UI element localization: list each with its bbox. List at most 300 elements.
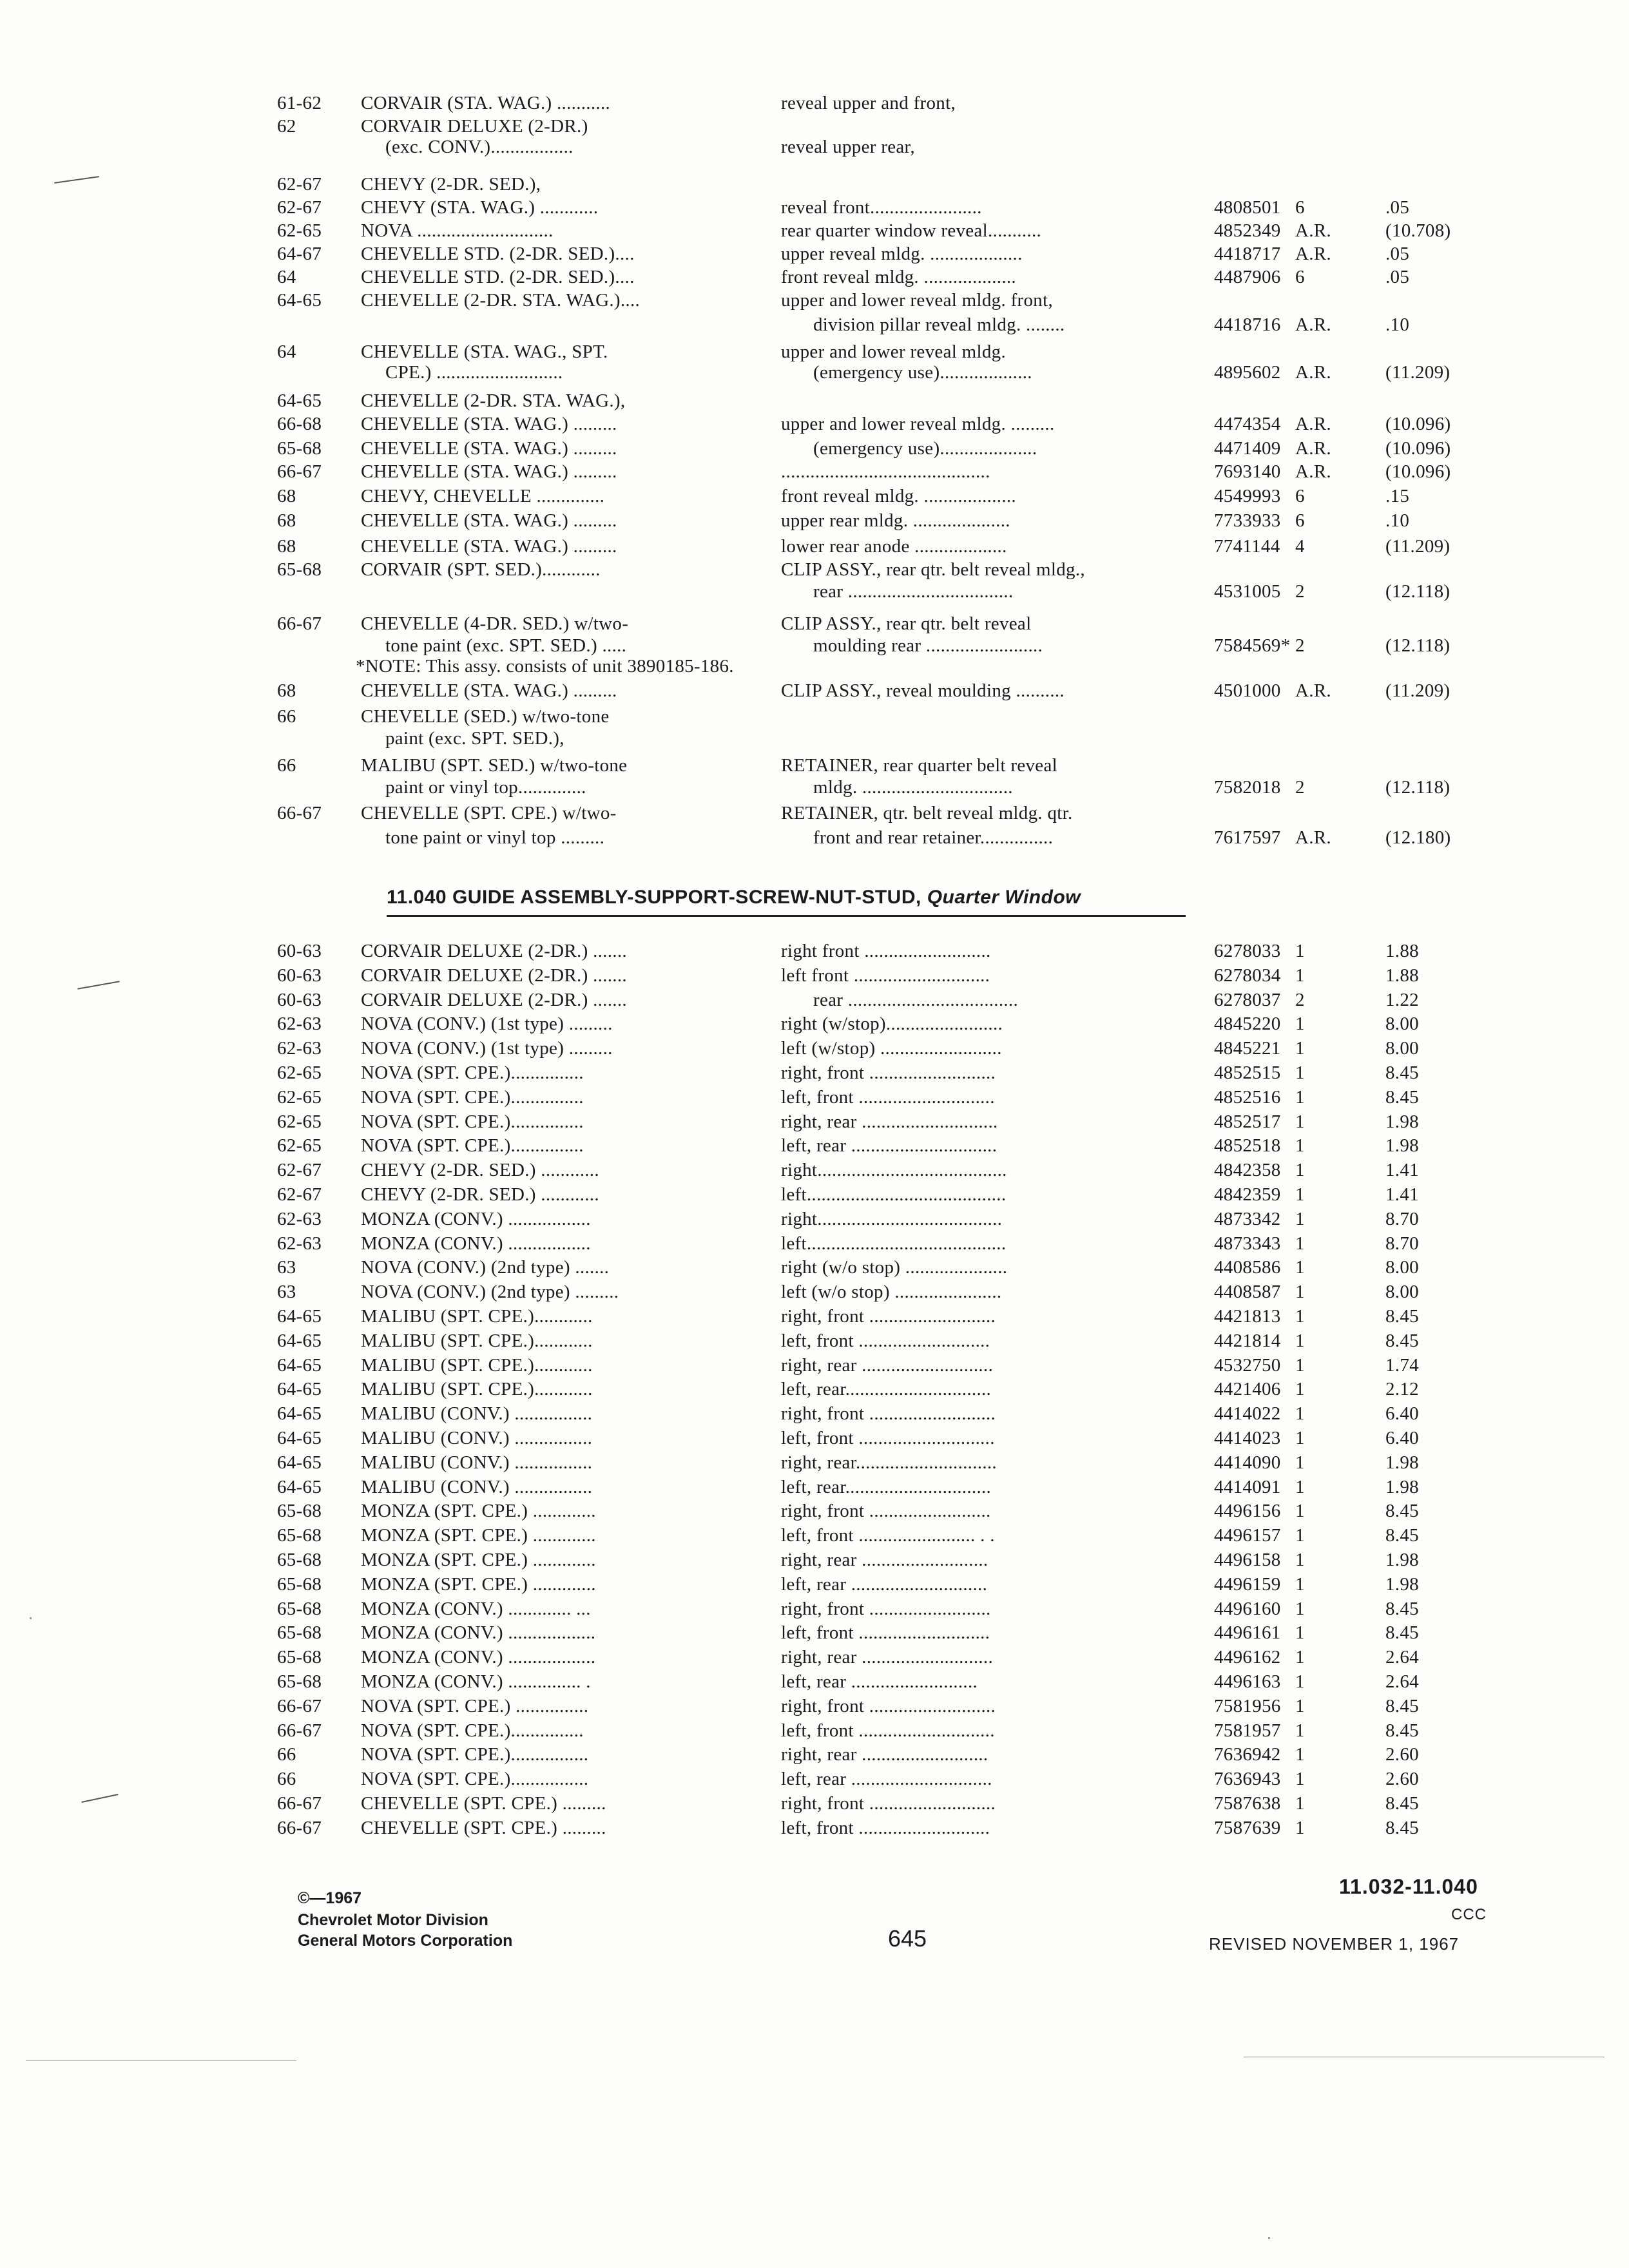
price: (12.180)	[1385, 827, 1451, 848]
part-number: 7584569*	[1214, 635, 1291, 656]
part-description: mldg. ...............................	[813, 777, 1013, 798]
price: .05	[1385, 244, 1410, 264]
part-number: 7693140	[1214, 461, 1281, 482]
price: (12.118)	[1385, 581, 1451, 602]
part-description: RETAINER, qtr. belt reveal mldg. qtr.	[781, 803, 1073, 823]
quantity: 1	[1295, 1257, 1305, 1278]
year-range: 65-68	[277, 559, 322, 580]
quantity: 1	[1295, 1135, 1305, 1156]
part-number: 6278037	[1214, 990, 1281, 1010]
part-number: 4531005	[1214, 581, 1281, 602]
part-description: moulding rear ........................	[813, 635, 1043, 656]
price: 1.98	[1385, 1135, 1419, 1156]
quantity: A.R.	[1295, 438, 1331, 459]
quantity: A.R.	[1295, 680, 1331, 701]
model-name: NOVA (CONV.) (1st type) .........	[361, 1038, 613, 1059]
model-name: NOVA (SPT. CPE.)...............	[361, 1720, 584, 1741]
model-name: MALIBU (SPT. CPE.)............	[361, 1331, 593, 1351]
part-description: front reveal mldg. ...................	[781, 267, 1016, 287]
part-description: upper rear mldg. ....................	[781, 510, 1010, 531]
part-number: 4873343	[1214, 1233, 1281, 1254]
part-description: reveal front.......................	[781, 197, 982, 218]
year-range: 66-67	[277, 1793, 322, 1814]
model-name: (exc. CONV.).................	[385, 137, 574, 157]
price: 1.74	[1385, 1355, 1419, 1376]
part-description: left, front ............................	[781, 1087, 995, 1108]
part-description: division pillar reveal mldg. ........	[813, 314, 1065, 335]
model-name: MONZA (CONV.) ............... .	[361, 1671, 591, 1692]
model-name: CHEVY (STA. WAG.) ............	[361, 197, 599, 218]
year-range: 65-68	[277, 1647, 322, 1667]
quantity: 2	[1295, 777, 1305, 798]
year-range: 62-63	[277, 1038, 322, 1059]
year-range: 66-67	[277, 1696, 322, 1716]
part-description: right, front .........................	[781, 1501, 991, 1521]
part-description: reveal upper rear,	[781, 137, 915, 157]
price: 8.00	[1385, 1038, 1419, 1059]
price: 8.45	[1385, 1818, 1419, 1838]
part-number: 4496160	[1214, 1599, 1281, 1619]
year-range: 66-67	[277, 461, 322, 482]
quantity: A.R.	[1295, 220, 1331, 241]
model-name: CHEVELLE STD. (2-DR. SED.)....	[361, 267, 635, 287]
model-name: NOVA (SPT. CPE.)...............	[361, 1062, 584, 1083]
part-number: 4418716	[1214, 314, 1281, 335]
section-subtitle: Quarter Window	[927, 887, 1081, 908]
price: 8.45	[1385, 1720, 1419, 1741]
model-name: MONZA (SPT. CPE.) .............	[361, 1574, 596, 1595]
price: 2.64	[1385, 1671, 1419, 1692]
model-name: MALIBU (SPT. CPE.)............	[361, 1379, 593, 1399]
part-description: left.........................................	[781, 1233, 1007, 1254]
model-name: MALIBU (CONV.) ................	[361, 1403, 593, 1424]
quantity: 1	[1295, 1111, 1305, 1132]
year-range: 66-67	[277, 1720, 322, 1741]
price: 6.40	[1385, 1403, 1419, 1424]
price: 8.00	[1385, 1257, 1419, 1278]
part-description: rear ..................................	[813, 581, 1014, 602]
part-description: right, front .........................	[781, 1599, 991, 1619]
part-number: 7587639	[1214, 1818, 1281, 1838]
year-range: 65-68	[277, 1671, 322, 1692]
part-number: 4549993	[1214, 486, 1281, 506]
part-number: 4808501	[1214, 197, 1281, 218]
year-range: 64-65	[277, 1379, 322, 1399]
model-name: CHEVELLE (STA. WAG.) .........	[361, 414, 617, 434]
part-description: left, front ........................ . .	[781, 1525, 995, 1546]
price: 8.45	[1385, 1793, 1419, 1814]
year-range: 62-65	[277, 1135, 322, 1156]
quantity: 1	[1295, 941, 1305, 961]
year-range: 60-63	[277, 941, 322, 961]
part-description: right, front ..........................	[781, 1306, 996, 1327]
price: (10.096)	[1385, 414, 1451, 434]
year-range: 64	[277, 341, 296, 362]
quantity: A.R.	[1295, 362, 1331, 383]
model-name: CORVAIR DELUXE (2-DR.) .......	[361, 941, 627, 961]
price: (12.118)	[1385, 635, 1451, 656]
part-description: upper and lower reveal mldg.	[781, 341, 1007, 362]
model-name: MONZA (CONV.) ............. ...	[361, 1599, 591, 1619]
year-range: 62-65	[277, 1111, 322, 1132]
part-description: right front ..........................	[781, 941, 991, 961]
part-description: right......................................	[781, 1209, 1003, 1229]
part-description: right, front ..........................	[781, 1793, 996, 1814]
year-range: 62-63	[277, 1233, 322, 1254]
price: (11.209)	[1385, 680, 1451, 701]
part-description: ...........................................	[781, 461, 990, 482]
quantity: 1	[1295, 1209, 1305, 1229]
part-description: rear quarter window reveal...........	[781, 220, 1042, 241]
part-description: upper reveal mldg. ...................	[781, 244, 1023, 264]
part-description: right, rear.............................	[781, 1452, 997, 1473]
year-range: 62-65	[277, 1062, 322, 1083]
part-number: 4852517	[1214, 1111, 1281, 1132]
model-name: NOVA (CONV.) (2nd type) .......	[361, 1257, 610, 1278]
quantity: 1	[1295, 1477, 1305, 1497]
model-name: CHEVY (2-DR. SED.),	[361, 174, 541, 195]
model-name: CHEVELLE (STA. WAG.) .........	[361, 680, 617, 701]
quantity: 1	[1295, 1622, 1305, 1643]
part-number: 4471409	[1214, 438, 1281, 459]
quantity: 1	[1295, 1501, 1305, 1521]
model-name: paint (exc. SPT. SED.),	[385, 728, 564, 749]
price: (11.209)	[1385, 536, 1451, 557]
quantity: 1	[1295, 1087, 1305, 1108]
part-number: 4496162	[1214, 1647, 1281, 1667]
price: 8.00	[1385, 1014, 1419, 1034]
year-range: 62-67	[277, 1160, 322, 1180]
price: .10	[1385, 314, 1410, 335]
scan-speck	[30, 1617, 32, 1619]
year-range: 63	[277, 1257, 296, 1278]
year-range: 66	[277, 1769, 296, 1789]
quantity: 6	[1295, 267, 1305, 287]
quantity: 2	[1295, 990, 1305, 1010]
model-name: MONZA (SPT. CPE.) .............	[361, 1550, 596, 1570]
model-name: MONZA (CONV.) .................	[361, 1209, 591, 1229]
model-name: CHEVELLE (2-DR. STA. WAG.),	[361, 390, 626, 411]
part-description: right (w/stop)........................	[781, 1014, 1003, 1034]
year-range: 62-67	[277, 197, 322, 218]
model-name: MALIBU (CONV.) ................	[361, 1452, 593, 1473]
year-range: 63	[277, 1282, 296, 1302]
model-name: NOVA (CONV.) (1st type) .........	[361, 1014, 613, 1034]
quantity: A.R.	[1295, 827, 1331, 848]
year-range: 64-65	[277, 1403, 322, 1424]
part-number: 7617597	[1214, 827, 1281, 848]
price: 8.45	[1385, 1331, 1419, 1351]
price: (10.708)	[1385, 220, 1451, 241]
price: 1.88	[1385, 965, 1419, 986]
part-number: 7733933	[1214, 510, 1281, 531]
year-range: 62	[277, 116, 296, 137]
part-number: 4496161	[1214, 1622, 1281, 1643]
part-number: 4414022	[1214, 1403, 1281, 1424]
part-description: upper and lower reveal mldg. .........	[781, 414, 1055, 434]
year-range: 64-67	[277, 244, 322, 264]
model-name: CHEVY (2-DR. SED.) ............	[361, 1184, 599, 1205]
year-range: 68	[277, 536, 296, 557]
price: 8.45	[1385, 1622, 1419, 1643]
model-name: CHEVELLE (2-DR. STA. WAG.)....	[361, 290, 641, 311]
part-number: 7587638	[1214, 1793, 1281, 1814]
quantity: 1	[1295, 1306, 1305, 1327]
price: 8.45	[1385, 1501, 1419, 1521]
part-number: 7741144	[1214, 536, 1280, 557]
price: .05	[1385, 267, 1410, 287]
part-description: CLIP ASSY., rear qtr. belt reveal	[781, 613, 1032, 634]
year-range: 64	[277, 267, 296, 287]
quantity: 1	[1295, 1793, 1305, 1814]
part-number: 4496156	[1214, 1501, 1281, 1521]
model-name: CHEVELLE (SPT. CPE.) .........	[361, 1818, 606, 1838]
quantity: 1	[1295, 1014, 1305, 1034]
year-range: 68	[277, 510, 296, 531]
part-description: left.........................................	[781, 1184, 1007, 1205]
part-description: right, rear ..........................	[781, 1550, 988, 1570]
model-name: CPE.) ..........................	[385, 362, 563, 383]
year-range: 65-68	[277, 1622, 322, 1643]
quantity: A.R.	[1295, 461, 1331, 482]
part-description: RETAINER, rear quarter belt reveal	[781, 755, 1057, 776]
model-name: CHEVY, CHEVELLE ..............	[361, 486, 605, 506]
year-range: 61-62	[277, 93, 322, 113]
year-range: 62-67	[277, 174, 322, 195]
model-name: paint or vinyl top..............	[385, 777, 586, 798]
scan-speck	[1268, 2237, 1270, 2239]
quantity: 1	[1295, 1599, 1305, 1619]
part-number: 4421406	[1214, 1379, 1281, 1399]
year-range: 62-65	[277, 1087, 322, 1108]
price: 1.88	[1385, 941, 1419, 961]
model-name: CHEVELLE STD. (2-DR. SED.)....	[361, 244, 635, 264]
year-range: 66-68	[277, 414, 322, 434]
year-range: 64-65	[277, 1306, 322, 1327]
section-number: 11.040	[387, 887, 447, 908]
year-range: 60-63	[277, 965, 322, 986]
price: 1.98	[1385, 1477, 1419, 1497]
year-range: 60-63	[277, 990, 322, 1010]
price: (10.096)	[1385, 438, 1451, 459]
price: (12.118)	[1385, 777, 1451, 798]
year-range: 66	[277, 755, 296, 776]
part-description: left, rear ..........................	[781, 1671, 978, 1692]
quantity: 1	[1295, 1062, 1305, 1083]
quantity: 1	[1295, 1160, 1305, 1180]
part-number: 7581957	[1214, 1720, 1281, 1741]
year-range: 65-68	[277, 1550, 322, 1570]
part-number: 4852516	[1214, 1087, 1281, 1108]
model-name: tone paint (exc. SPT. SED.) .....	[385, 635, 627, 656]
quantity: 1	[1295, 1574, 1305, 1595]
part-description: right, rear ..........................	[781, 1744, 988, 1765]
quantity: 6	[1295, 197, 1305, 218]
model-name: MALIBU (SPT. CPE.)............	[361, 1306, 593, 1327]
model-name: CHEVELLE (4-DR. SED.) w/two-	[361, 613, 629, 634]
price: 1.98	[1385, 1111, 1419, 1132]
model-name: NOVA (SPT. CPE.) ...............	[361, 1696, 589, 1716]
part-number: 4414023	[1214, 1428, 1281, 1448]
year-range: 65-68	[277, 438, 322, 459]
price: (10.096)	[1385, 461, 1451, 482]
part-description: reveal upper and front,	[781, 93, 956, 113]
division-line: Chevrolet Motor Division	[298, 1911, 488, 1929]
quantity: 1	[1295, 1818, 1305, 1838]
year-range: 62-63	[277, 1209, 322, 1229]
quantity: 1	[1295, 1355, 1305, 1376]
part-number: 4414091	[1214, 1477, 1281, 1497]
part-description: lower rear anode ...................	[781, 536, 1007, 557]
part-description: right, rear ............................	[781, 1111, 998, 1132]
part-number: 4408587	[1214, 1282, 1281, 1302]
price: 8.45	[1385, 1599, 1419, 1619]
year-range: 64-65	[277, 1331, 322, 1351]
model-name: CORVAIR DELUXE (2-DR.) .......	[361, 990, 627, 1010]
part-number: 4532750	[1214, 1355, 1281, 1376]
part-number: 4496159	[1214, 1574, 1281, 1595]
part-description: left, front ............................	[781, 1720, 995, 1741]
part-description: front reveal mldg. ...................	[781, 486, 1016, 506]
part-number: 7636943	[1214, 1769, 1281, 1789]
model-name: CORVAIR (STA. WAG.) ...........	[361, 93, 611, 113]
part-description: upper and lower reveal mldg. front,	[781, 290, 1053, 311]
model-name: MONZA (CONV.) ..................	[361, 1647, 596, 1667]
part-description: right.......................................	[781, 1160, 1007, 1180]
part-description: right, front ..........................	[781, 1062, 996, 1083]
part-number: 4845220	[1214, 1014, 1281, 1034]
part-number: 4852518	[1214, 1135, 1281, 1156]
part-number: 4895602	[1214, 362, 1281, 383]
model-name: CHEVELLE (SPT. CPE.) .........	[361, 1793, 606, 1814]
part-number: 4496158	[1214, 1550, 1281, 1570]
part-description: left front ............................	[781, 965, 990, 986]
year-range: 65-68	[277, 1574, 322, 1595]
year-range: 66-67	[277, 803, 322, 823]
part-number: 4474354	[1214, 414, 1281, 434]
part-number: 4421813	[1214, 1306, 1281, 1327]
part-number: 4418717	[1214, 244, 1281, 264]
quantity: 1	[1295, 1525, 1305, 1546]
quantity: 1	[1295, 1769, 1305, 1789]
part-number: 4408586	[1214, 1257, 1281, 1278]
part-number: 6278033	[1214, 941, 1281, 961]
part-description: left, rear ............................	[781, 1574, 988, 1595]
part-number: 4421814	[1214, 1331, 1281, 1351]
price: 8.45	[1385, 1062, 1419, 1083]
part-description: left, front ............................	[781, 1428, 995, 1448]
part-description: left (w/o stop) ......................	[781, 1282, 1002, 1302]
part-description: left, rear .............................	[781, 1769, 992, 1789]
model-name: CHEVELLE (STA. WAG.) .........	[361, 536, 617, 557]
part-number: 4496157	[1214, 1525, 1281, 1546]
year-range: 64-65	[277, 1355, 322, 1376]
year-range: 64-65	[277, 1428, 322, 1448]
model-name: CHEVELLE (STA. WAG.) .........	[361, 438, 617, 459]
binder-mark	[81, 1794, 118, 1803]
price: 2.12	[1385, 1379, 1419, 1399]
price: 8.00	[1385, 1282, 1419, 1302]
section-title: GUIDE ASSEMBLY-SUPPORT-SCREW-NUT-STUD,	[452, 887, 921, 908]
binder-mark	[54, 176, 99, 184]
part-description: (emergency use)...................	[813, 362, 1032, 383]
corporation-line: General Motors Corporation	[298, 1932, 513, 1950]
part-description: left, rear ..............................	[781, 1135, 998, 1156]
model-name: CHEVELLE (STA. WAG.) .........	[361, 461, 617, 482]
year-range: 65-68	[277, 1599, 322, 1619]
part-description: front and rear retainer...............	[813, 827, 1054, 848]
quantity: 1	[1295, 1282, 1305, 1302]
price: .05	[1385, 197, 1410, 218]
part-number: 4842358	[1214, 1160, 1281, 1180]
quantity: 1	[1295, 1720, 1305, 1741]
part-description: right, rear ...........................	[781, 1355, 994, 1376]
price: 8.70	[1385, 1233, 1419, 1254]
price: 8.45	[1385, 1525, 1419, 1546]
part-description: left, front ...........................	[781, 1331, 990, 1351]
year-range: 62-67	[277, 1184, 322, 1205]
model-name: NOVA (SPT. CPE.)................	[361, 1744, 589, 1765]
part-description: (emergency use)....................	[813, 438, 1037, 459]
quantity: 1	[1295, 965, 1305, 986]
quantity: 1	[1295, 1696, 1305, 1716]
year-range: 62-65	[277, 220, 322, 241]
binder-mark	[77, 981, 119, 989]
quantity: 1	[1295, 1184, 1305, 1205]
model-name: NOVA ............................	[361, 220, 554, 241]
model-name: CHEVELLE (STA. WAG., SPT.	[361, 341, 608, 362]
quantity: 1	[1295, 1233, 1305, 1254]
quantity: A.R.	[1295, 414, 1331, 434]
quantity: 1	[1295, 1647, 1305, 1667]
model-name: CHEVELLE (SPT. CPE.) w/two-	[361, 803, 617, 823]
part-description: left, rear..............................	[781, 1477, 992, 1497]
quantity: 6	[1295, 486, 1305, 506]
part-number: 7581956	[1214, 1696, 1281, 1716]
note-text: *NOTE: This assy. consists of unit 3890185-186.	[356, 656, 734, 677]
part-number: 4501000	[1214, 680, 1281, 701]
year-range: 64-65	[277, 390, 322, 411]
year-range: 66-67	[277, 613, 322, 634]
model-name: CORVAIR DELUXE (2-DR.) .......	[361, 965, 627, 986]
quantity: 1	[1295, 1331, 1305, 1351]
price: 8.70	[1385, 1209, 1419, 1229]
price: 2.60	[1385, 1769, 1419, 1789]
year-range: 66	[277, 1744, 296, 1765]
year-range: 68	[277, 680, 296, 701]
quantity: 4	[1295, 536, 1305, 557]
model-name: CHEVY (2-DR. SED.) ............	[361, 1160, 599, 1180]
year-range: 65-68	[277, 1525, 322, 1546]
model-name: MONZA (SPT. CPE.) .............	[361, 1501, 596, 1521]
quantity: 1	[1295, 1428, 1305, 1448]
quantity: 1	[1295, 1550, 1305, 1570]
model-name: NOVA (CONV.) (2nd type) .........	[361, 1282, 619, 1302]
quantity: 1	[1295, 1038, 1305, 1059]
part-description: CLIP ASSY., rear qtr. belt reveal mldg.,	[781, 559, 1085, 580]
price: 1.98	[1385, 1550, 1419, 1570]
code-mark: CCC	[1451, 1906, 1487, 1923]
part-number: 4845221	[1214, 1038, 1281, 1059]
part-description: CLIP ASSY., reveal moulding ..........	[781, 680, 1065, 701]
copyright-line: ©—1967	[298, 1889, 362, 1907]
year-range: 64-65	[277, 290, 322, 311]
part-number: 4842359	[1214, 1184, 1281, 1205]
quantity: 1	[1295, 1671, 1305, 1692]
part-number: 4852515	[1214, 1062, 1281, 1083]
price: 8.45	[1385, 1087, 1419, 1108]
price: 1.98	[1385, 1574, 1419, 1595]
